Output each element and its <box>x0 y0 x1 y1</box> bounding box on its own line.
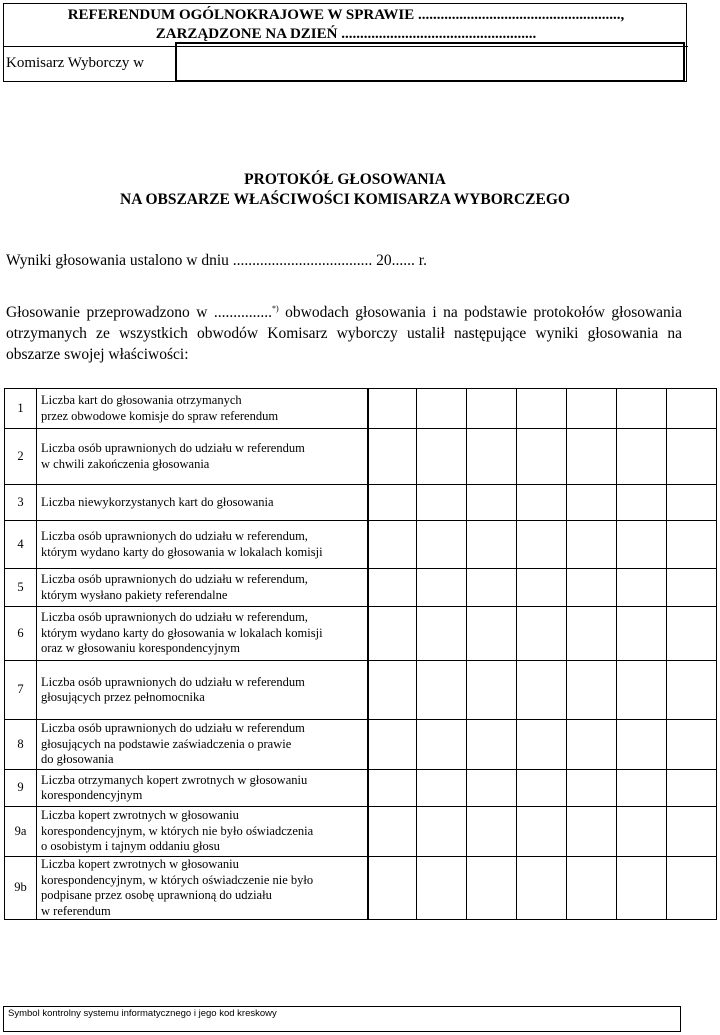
digit-cell[interactable] <box>467 661 517 720</box>
row-number: 9b <box>5 857 37 920</box>
digit-cell[interactable] <box>517 661 567 720</box>
digit-cell[interactable] <box>517 429 567 485</box>
digit-cell[interactable] <box>517 485 567 521</box>
digit-cell[interactable] <box>567 569 617 607</box>
row-number: 1 <box>5 389 37 429</box>
intro-before: Głosowanie przeprowadzono w ............... <box>6 304 272 322</box>
digit-cell[interactable] <box>368 720 417 770</box>
row-description <box>37 569 368 607</box>
digit-cell[interactable] <box>667 661 717 720</box>
row-description-line: Liczba otrzymanych kopert zwrotnych w głosowaniu <box>41 772 308 787</box>
digit-cell[interactable] <box>368 429 417 485</box>
digit-cell[interactable] <box>417 569 467 607</box>
row-description <box>37 485 368 521</box>
row-number: 4 <box>5 521 37 569</box>
results-table <box>4 388 717 920</box>
row-description-line: w referendum <box>41 903 111 918</box>
digit-cell[interactable] <box>417 770 467 807</box>
row-description <box>37 770 368 807</box>
row-description-line: Liczba kopert zwrotnych w głosowaniu <box>41 857 239 871</box>
digit-cell[interactable] <box>567 521 617 569</box>
table-row <box>5 607 717 661</box>
digit-cell[interactable] <box>667 607 717 661</box>
row-description-line: którym wydano karty do głosowania w lokalach komisji <box>41 625 323 640</box>
digit-cell[interactable] <box>567 770 617 807</box>
digit-cell[interactable] <box>467 389 517 429</box>
row-number: 9a <box>5 807 37 857</box>
digit-cell[interactable] <box>617 661 667 720</box>
row-description-line: Liczba kopert zwrotnych w głosowaniu <box>41 808 239 823</box>
digit-cell[interactable] <box>417 521 467 569</box>
row-description-line: głosujących przez pełnomocnika <box>41 690 205 704</box>
table-row <box>5 857 717 920</box>
digit-cell[interactable] <box>417 720 467 770</box>
row-number: 8 <box>5 720 37 770</box>
digit-cell[interactable] <box>417 429 467 485</box>
digit-cell[interactable] <box>567 389 617 429</box>
digit-cell[interactable] <box>467 857 517 920</box>
digit-cell[interactable] <box>567 661 617 720</box>
digit-cell[interactable] <box>417 389 467 429</box>
digit-cell[interactable] <box>368 607 417 661</box>
digit-cell[interactable] <box>368 770 417 807</box>
row-number: 7 <box>5 661 37 720</box>
row-description-line: o osobistym i tajnym oddaniu głosu <box>41 839 220 854</box>
digit-cell[interactable] <box>467 720 517 770</box>
digit-cell[interactable] <box>467 807 517 857</box>
digit-cell[interactable] <box>617 607 667 661</box>
protocol-title-line2: NA OBSZARZE WŁAŚCIWOŚCI KOMISARZA WYBORCZEGO <box>120 191 570 208</box>
digit-cell[interactable] <box>667 770 717 807</box>
digit-cell[interactable] <box>617 429 667 485</box>
row-description <box>37 607 368 661</box>
digit-cell[interactable] <box>617 389 667 429</box>
footnote-mark: *) <box>272 304 279 313</box>
row-number: 6 <box>5 607 37 661</box>
row-description-line: Liczba osób uprawnionych do udziału w referendum <box>41 441 305 455</box>
control-symbol-box: Symbol kontrolny systemu informatycznego i jego kod kreskowy <box>3 1006 681 1032</box>
digit-cell[interactable] <box>667 429 717 485</box>
row-description-line: w chwili zakończenia głosowania <box>41 456 210 471</box>
protocol-title <box>0 170 690 210</box>
row-description-line: korespondencyjnym <box>41 788 143 802</box>
table-row <box>5 569 717 607</box>
row-description-line: do głosowania <box>41 752 114 767</box>
row-description <box>37 720 368 770</box>
digit-cell[interactable] <box>417 807 467 857</box>
digit-cell[interactable] <box>517 607 567 661</box>
digit-cell[interactable] <box>617 857 667 920</box>
intro-paragraph <box>6 298 682 365</box>
table-row <box>5 770 717 807</box>
digit-cell[interactable] <box>667 569 717 607</box>
digit-cell[interactable] <box>467 569 517 607</box>
row-description <box>37 807 368 857</box>
digit-cell[interactable] <box>617 485 667 521</box>
digit-cell[interactable] <box>368 521 417 569</box>
digit-cell[interactable] <box>517 521 567 569</box>
digit-cell[interactable] <box>567 807 617 857</box>
digit-cell[interactable] <box>667 720 717 770</box>
digit-cell[interactable] <box>368 661 417 720</box>
row-description-line: oraz w głosowaniu korespondencyjnym <box>41 641 240 656</box>
table-row <box>5 521 717 569</box>
digit-cell[interactable] <box>467 485 517 521</box>
digit-cell[interactable] <box>567 607 617 661</box>
row-number: 5 <box>5 569 37 607</box>
digit-cell[interactable] <box>368 569 417 607</box>
row-number: 2 <box>5 429 37 485</box>
row-description-line: Liczba niewykorzystanych kart do głosowania <box>41 494 274 509</box>
digit-cell[interactable] <box>617 807 667 857</box>
digit-cell[interactable] <box>368 857 417 920</box>
row-number: 3 <box>5 485 37 521</box>
digit-cell[interactable] <box>667 485 717 521</box>
digit-cell[interactable] <box>667 389 717 429</box>
result-date-line: Wyniki głosowania ustalono w dniu .................................... 20...... r. <box>6 252 427 269</box>
protocol-title-line1: PROTOKÓŁ GŁOSOWANIA <box>244 171 446 188</box>
row-description-line: korespondencyjnym, w których oświadczenie nie było <box>41 872 314 887</box>
digit-cell[interactable] <box>517 857 567 920</box>
row-description-line: którym wydano karty do głosowania w lokalach komisji <box>41 544 323 559</box>
row-description <box>37 857 368 920</box>
digit-cell[interactable] <box>467 607 517 661</box>
digit-cell[interactable] <box>617 770 667 807</box>
komisarz-label: Komisarz Wyborczy w <box>6 55 144 71</box>
row-description <box>37 521 368 569</box>
digit-cell[interactable] <box>617 569 667 607</box>
row-description-line: Liczba osób uprawnionych do udziału w referendum <box>41 674 305 689</box>
digit-cell[interactable] <box>467 521 517 569</box>
row-description-line: głosujących na podstawie zaświadczenia o prawie <box>41 736 292 751</box>
row-description <box>37 429 368 485</box>
referendum-title-line2: ZARZĄDZONE NA DZIEŃ .................................................... <box>155 26 537 42</box>
row-number: 9 <box>5 770 37 807</box>
digit-cell[interactable] <box>667 807 717 857</box>
table-row <box>5 807 717 857</box>
digit-cell[interactable] <box>417 661 467 720</box>
digit-cell[interactable] <box>667 521 717 569</box>
digit-cell[interactable] <box>517 720 567 770</box>
digit-cell[interactable] <box>467 429 517 485</box>
digit-cell[interactable] <box>517 770 567 807</box>
digit-cell[interactable] <box>368 389 417 429</box>
row-description-line: korespondencyjnym, w których nie było oświadczenia <box>41 823 314 838</box>
digit-cell[interactable] <box>567 429 617 485</box>
referendum-title-line1: REFERENDUM OGÓLNOKRAJOWE W SPRAWIE ......................................................, <box>67 7 625 23</box>
table-row <box>5 389 717 429</box>
komisarz-field[interactable] <box>175 42 685 82</box>
digit-cell[interactable] <box>368 807 417 857</box>
row-description-line: którym wysłano pakiety referendalne <box>41 587 228 602</box>
row-description <box>37 389 368 429</box>
digit-cell[interactable] <box>517 389 567 429</box>
digit-cell[interactable] <box>617 720 667 770</box>
table-row <box>5 429 717 485</box>
row-description-line: podpisane przez osobę uprawnioną do udziału <box>41 888 272 902</box>
row-description-line: Liczba osób uprawnionych do udziału w referendum, <box>41 529 308 543</box>
digit-cell[interactable] <box>467 770 517 807</box>
digit-cell[interactable] <box>417 607 467 661</box>
digit-cell[interactable] <box>667 857 717 920</box>
intro-after: obwodach głosowania i na podstawie protokołów głosowania otrzymanych ze wszystkich obwodów Komisarz wyborczy ustalił następujące wyniki głosowania na obszarze swojej właściwości: <box>6 304 682 364</box>
row-description-line: Liczba kart do głosowania otrzymanych <box>41 393 242 407</box>
referendum-title <box>4 6 688 44</box>
digit-cell[interactable] <box>517 807 567 857</box>
digit-cell[interactable] <box>567 857 617 920</box>
row-description-line: Liczba osób uprawnionych do udziału w referendum, <box>41 572 308 586</box>
row-description <box>37 661 368 720</box>
digit-cell[interactable] <box>567 485 617 521</box>
table-row <box>5 661 717 720</box>
row-description-line: Liczba osób uprawnionych do udziału w referendum <box>41 721 305 736</box>
digit-cell[interactable] <box>617 521 667 569</box>
table-row <box>5 485 717 521</box>
row-description-line: przez obwodowe komisje do spraw referendum <box>41 408 279 423</box>
digit-cell[interactable] <box>417 857 467 920</box>
digit-cell[interactable] <box>417 485 467 521</box>
digit-cell[interactable] <box>517 569 567 607</box>
table-row <box>5 720 717 770</box>
digit-cell[interactable] <box>368 485 417 521</box>
row-description-line: Liczba osób uprawnionych do udziału w referendum, <box>41 610 308 625</box>
digit-cell[interactable] <box>567 720 617 770</box>
